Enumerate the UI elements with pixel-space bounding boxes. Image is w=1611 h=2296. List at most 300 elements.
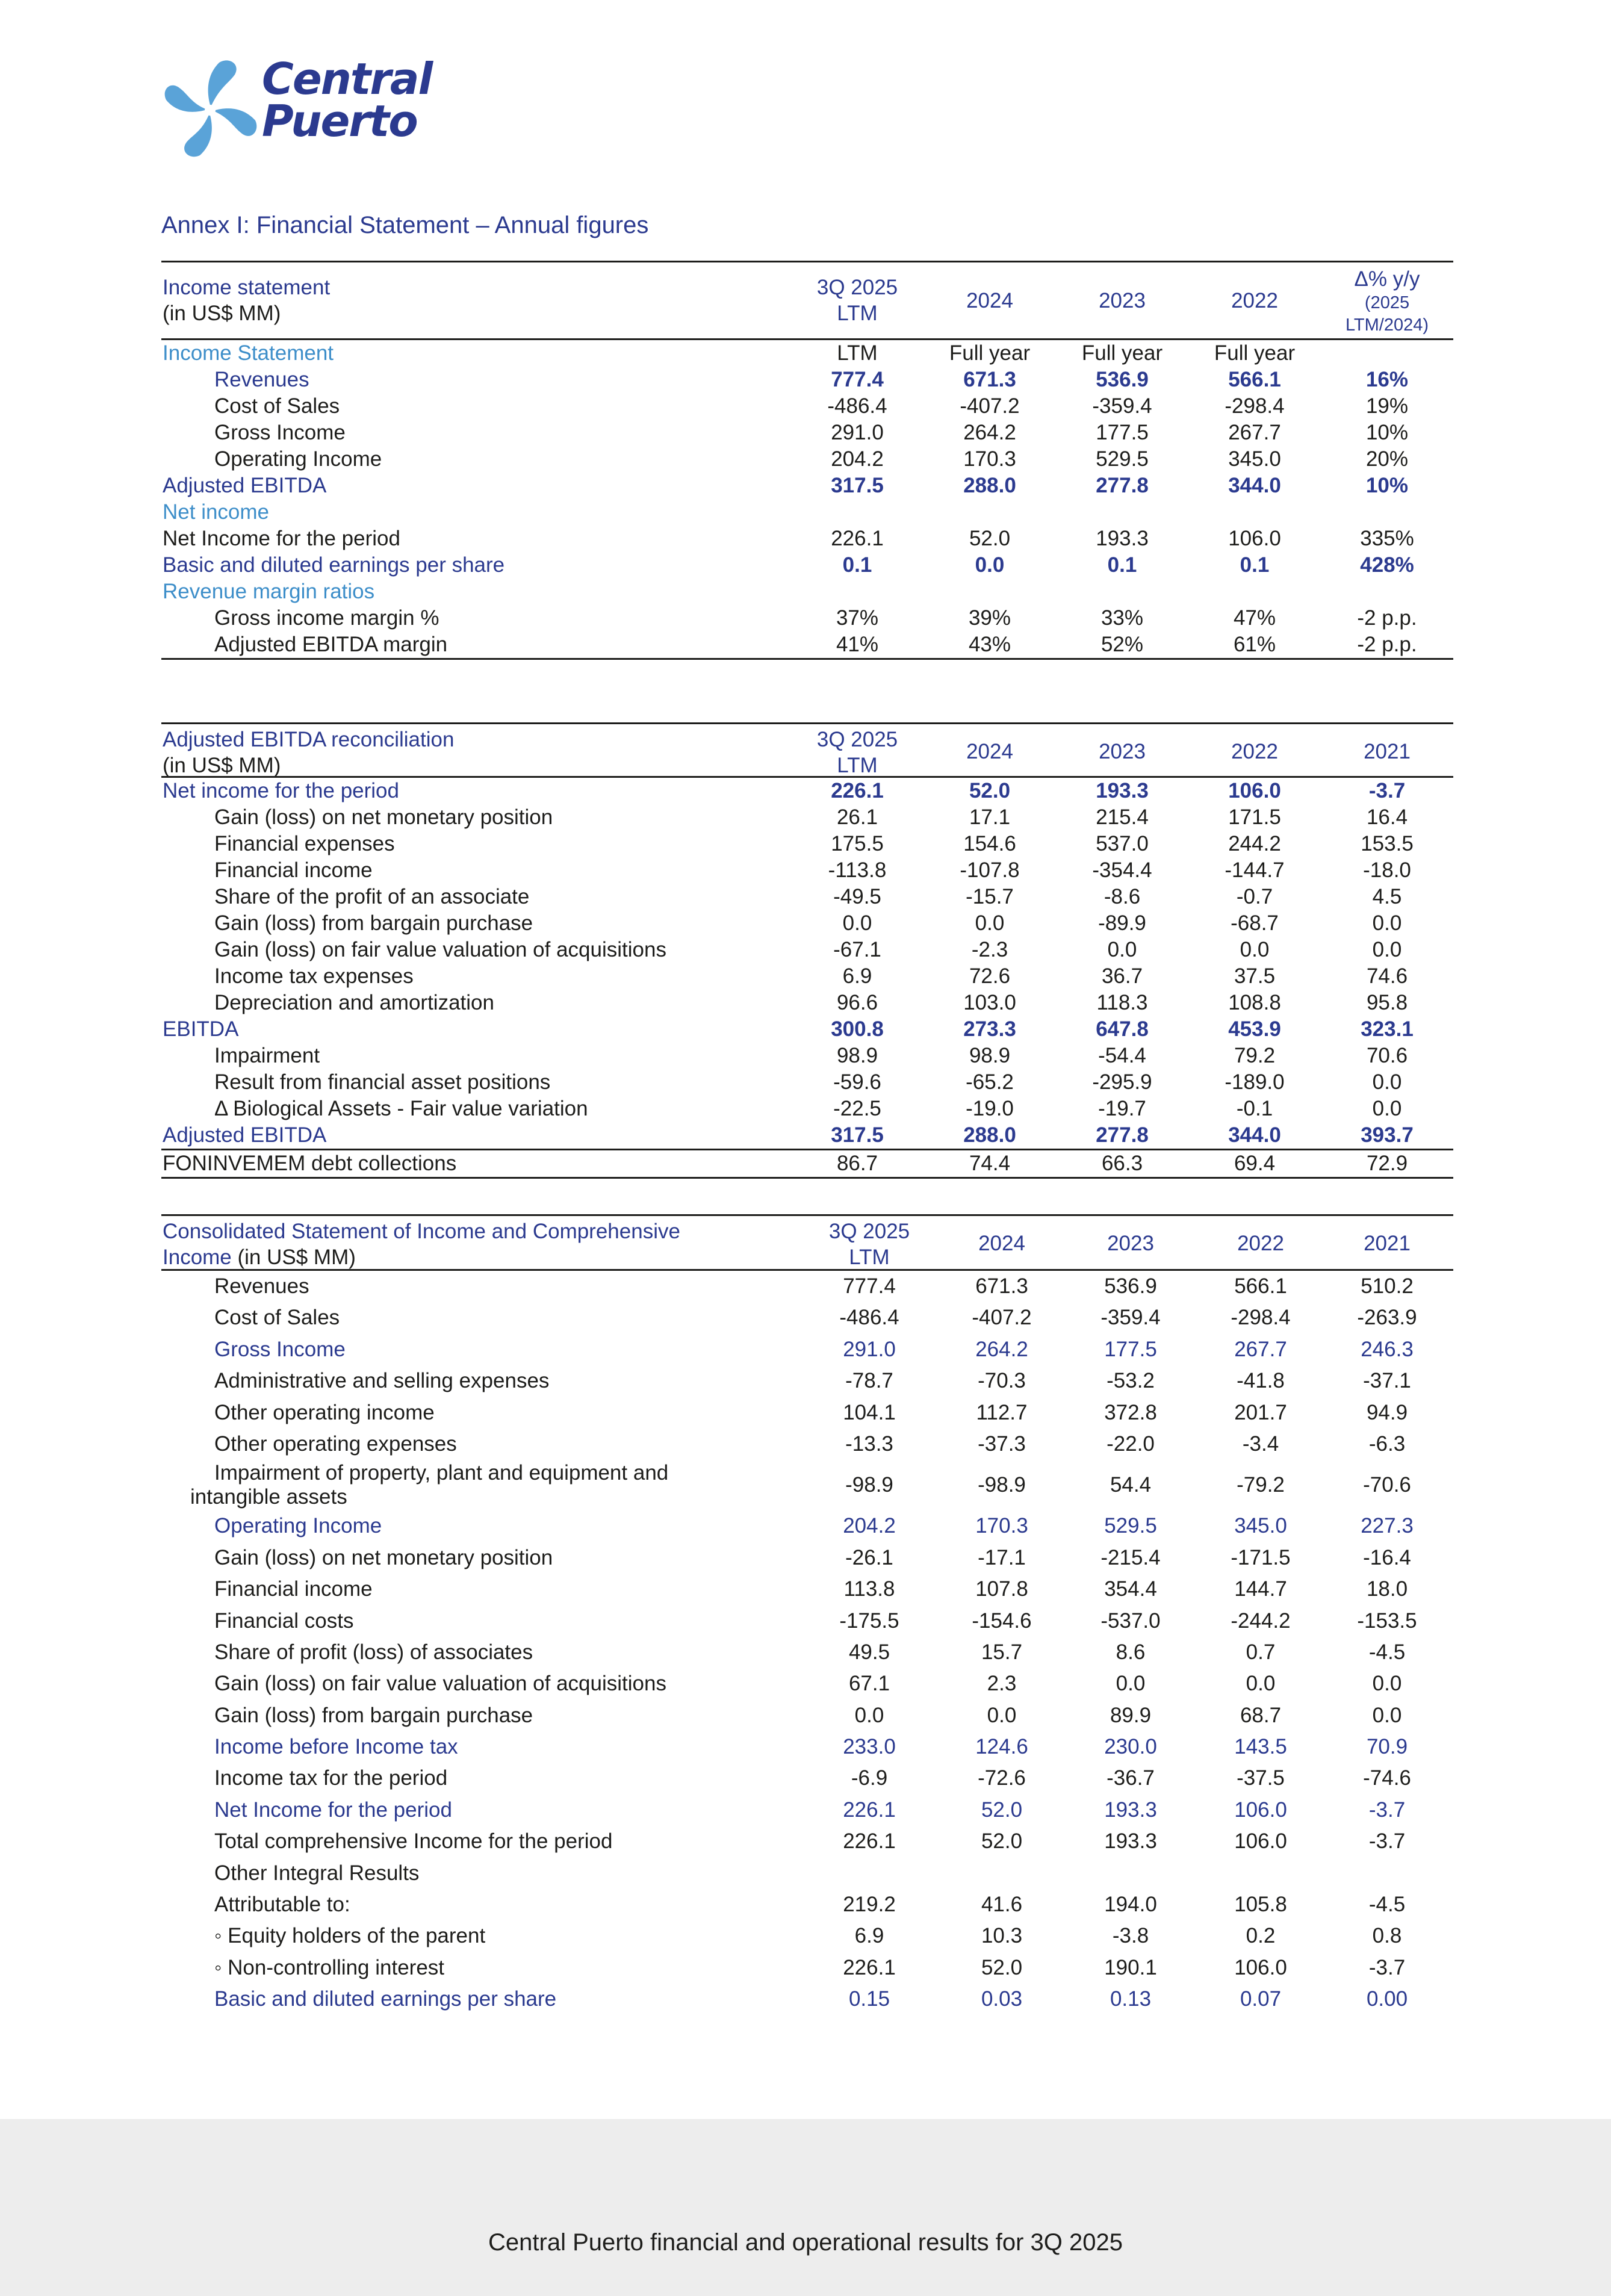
cell-value: 193.3 — [1096, 779, 1149, 802]
col-header-ltm: 3Q 2025 LTM — [816, 728, 898, 777]
row-label: Cost of Sales — [214, 394, 340, 418]
cell-value: 16% — [1365, 368, 1409, 391]
table-row — [161, 393, 1453, 420]
row-label: Gross Income — [214, 1337, 346, 1361]
cell-value: -78.7 — [845, 1369, 893, 1393]
cell-value: -37.1 — [1363, 1369, 1411, 1393]
cell-value: -244.2 — [1231, 1609, 1291, 1633]
cell-value: 0.8 — [1372, 1924, 1402, 1948]
page-footer — [0, 2119, 1611, 2296]
cell-value: 0.0 — [975, 553, 1005, 577]
table-row — [161, 990, 1453, 1016]
cell-value: -407.2 — [960, 394, 1020, 418]
cell-value: 193.3 — [1104, 1798, 1157, 1822]
row-label: Revenues — [214, 368, 309, 391]
cell-value: 69.4 — [1234, 1152, 1276, 1175]
cell-value: 277.8 — [1096, 1123, 1149, 1147]
row-label: Net Income for the period — [214, 1798, 452, 1822]
cell-value: -98.9 — [845, 1473, 893, 1497]
cell-value: -6.3 — [1368, 1432, 1406, 1456]
cell-value: 52.0 — [981, 1798, 1023, 1822]
row-label: Revenue margin ratios — [163, 580, 375, 603]
cell-value: 0.0 — [1372, 911, 1402, 935]
cell-value: Full year — [1081, 341, 1163, 365]
cell-value: -2 p.p. — [1357, 633, 1417, 656]
cell-value: 37.5 — [1234, 964, 1276, 988]
row-label: Cost of Sales — [214, 1306, 340, 1330]
cell-value: -6.9 — [851, 1766, 888, 1790]
row-label: Gain (loss) from bargain purchase — [214, 911, 533, 935]
row-label: Adjusted EBITDA margin — [214, 633, 448, 656]
cell-value: -49.5 — [833, 885, 881, 908]
cell-value: 0.0 — [1372, 1070, 1402, 1094]
row-label: Basic and diluted earnings per share — [214, 1987, 557, 2011]
table-row — [161, 367, 1453, 393]
table-header — [161, 1214, 1453, 1271]
table-row — [161, 1668, 1453, 1699]
cell-value: 267.7 — [1228, 421, 1281, 444]
cell-value: -189.0 — [1225, 1070, 1285, 1094]
cell-value: -54.4 — [1098, 1044, 1146, 1067]
cell-value: 0.7 — [1246, 1640, 1276, 1664]
cell-value: 201.7 — [1234, 1400, 1287, 1424]
row-label: Adjusted EBITDA — [163, 1123, 327, 1147]
cell-value: 112.7 — [976, 1400, 1028, 1424]
cell-value: 39% — [968, 606, 1011, 630]
table-row — [161, 552, 1453, 579]
cell-value: 354.4 — [1104, 1577, 1157, 1601]
cell-value: 190.1 — [1104, 1955, 1157, 1979]
cell-value: -295.9 — [1092, 1070, 1152, 1094]
table-row — [161, 631, 1453, 660]
cell-value: 0.2 — [1246, 1924, 1276, 1948]
cell-value: 204.2 — [843, 1514, 896, 1538]
cell-value: 106.0 — [1228, 527, 1281, 550]
row-label: Other operating expenses — [214, 1432, 457, 1456]
cell-value: 300.8 — [831, 1017, 884, 1041]
cell-value: -4.5 — [1368, 1640, 1406, 1664]
cell-value: 96.6 — [836, 991, 878, 1014]
table-row — [161, 857, 1453, 884]
cell-value: -68.7 — [1231, 911, 1279, 935]
cell-value: 393.7 — [1361, 1123, 1414, 1147]
cell-value: 54.4 — [1110, 1473, 1152, 1497]
row-label: Basic and diluted earnings per share — [163, 553, 505, 577]
cell-value: 777.4 — [843, 1274, 896, 1298]
cell-value: -15.7 — [966, 885, 1014, 908]
table-row — [161, 340, 1453, 367]
row-label: Gross income margin % — [214, 606, 439, 630]
cell-value: 2.3 — [987, 1672, 1017, 1696]
cell-value: 291.0 — [831, 421, 884, 444]
row-label: Gain (loss) on net monetary position — [214, 805, 553, 829]
cell-value: 226.1 — [831, 527, 884, 550]
table-row — [161, 1858, 1453, 1889]
cell-value: 193.3 — [1096, 527, 1149, 550]
table-row — [161, 1606, 1453, 1637]
cell-value: 0.1 — [1240, 553, 1270, 577]
cell-value: 89.9 — [1110, 1703, 1152, 1727]
table-row — [161, 526, 1453, 552]
header-label: Consolidated Statement of Income and Comprehensive Income (in US$ MM) — [163, 1220, 680, 1269]
col-header-2024: 2024 — [966, 740, 1013, 763]
cell-value: 671.3 — [963, 368, 1016, 391]
cell-value: 94.9 — [1366, 1400, 1408, 1424]
table-row — [161, 1429, 1453, 1460]
cell-value: 86.7 — [836, 1152, 878, 1175]
cell-value: 98.9 — [836, 1044, 878, 1067]
table-row — [161, 831, 1453, 857]
cell-value: -37.5 — [1237, 1766, 1285, 1790]
row-label: Gain (loss) on net monetary position — [214, 1545, 553, 1569]
table-row — [161, 1150, 1453, 1179]
table-body — [161, 340, 1453, 660]
cell-value: 277.8 — [1096, 474, 1149, 497]
cell-value: -36.7 — [1107, 1766, 1155, 1790]
cell-value: 144.7 — [1234, 1577, 1287, 1601]
cell-value: -19.0 — [966, 1097, 1014, 1120]
cell-value: -3.7 — [1368, 1829, 1406, 1854]
cell-value: 16.4 — [1366, 805, 1408, 829]
cell-value: 291.0 — [843, 1337, 896, 1361]
row-label: Financial costs — [214, 1609, 354, 1633]
cell-value: 0.0 — [1107, 938, 1137, 961]
cell-value: 98.9 — [969, 1044, 1011, 1067]
row-label: Net income for the period — [163, 779, 399, 802]
row-label: Adjusted EBITDA — [163, 474, 327, 497]
cell-value: 113.8 — [843, 1577, 895, 1601]
table-row — [161, 499, 1453, 526]
cell-value: -171.5 — [1231, 1545, 1291, 1569]
cell-value: 170.3 — [963, 447, 1016, 471]
cell-value: 344.0 — [1228, 1123, 1281, 1147]
cell-value: 233.0 — [843, 1735, 896, 1759]
cell-value: 95.8 — [1366, 991, 1408, 1014]
cell-value: 67.1 — [848, 1672, 890, 1696]
cell-value: 177.5 — [1096, 421, 1149, 444]
table-row — [161, 605, 1453, 631]
cell-value: 566.1 — [1234, 1274, 1287, 1298]
cell-value: -41.8 — [1237, 1369, 1285, 1393]
table-row — [161, 937, 1453, 963]
cell-value: -354.4 — [1092, 858, 1152, 882]
cell-value: -298.4 — [1231, 1306, 1291, 1330]
cell-value: 288.0 — [963, 474, 1016, 497]
row-label: Gain (loss) on fair value valuation of acquisitions — [214, 938, 666, 961]
col-header-2022: 2022 — [1237, 1232, 1284, 1255]
cell-value: 124.6 — [975, 1735, 1028, 1759]
cell-value: -298.4 — [1225, 394, 1285, 418]
cell-value: 153.5 — [1361, 832, 1414, 855]
cell-value: -215.4 — [1100, 1545, 1161, 1569]
cell-value: 52.0 — [981, 1829, 1023, 1854]
row-label: Other Integral Results — [214, 1861, 420, 1885]
cell-value: 72.6 — [969, 964, 1011, 988]
adjusted-ebitda-reconciliation-table — [161, 722, 1453, 1179]
cell-value: -175.5 — [839, 1609, 899, 1633]
table-row — [161, 579, 1453, 605]
cell-value: 230.0 — [1104, 1735, 1157, 1759]
table-row — [161, 1069, 1453, 1096]
cell-value: 66.3 — [1101, 1152, 1143, 1175]
cell-value: 47% — [1233, 606, 1276, 630]
header-label: Income statement (in US$ MM) — [163, 276, 331, 325]
cell-value: 104.1 — [843, 1400, 896, 1424]
cell-value: 453.9 — [1228, 1017, 1281, 1041]
cell-value: 264.2 — [975, 1337, 1028, 1361]
cell-value: -486.4 — [839, 1306, 899, 1330]
cell-value: 74.4 — [969, 1152, 1011, 1175]
cell-value: 0.03 — [981, 1987, 1023, 2011]
row-label: Impairment — [214, 1044, 320, 1067]
row-label: Total comprehensive Income for the period — [214, 1829, 613, 1854]
cell-value: 18.0 — [1366, 1577, 1408, 1601]
cell-value: -70.6 — [1363, 1473, 1411, 1497]
col-header-2021: 2021 — [1364, 740, 1411, 763]
cell-value: 344.0 — [1228, 474, 1281, 497]
cell-value: 6.9 — [842, 964, 872, 988]
cell-value: 154.6 — [963, 832, 1016, 855]
cell-value: 0.15 — [848, 1987, 890, 2011]
cell-value: 105.8 — [1234, 1893, 1287, 1917]
col-header-2023: 2023 — [1099, 740, 1146, 763]
cell-value: 41% — [836, 633, 879, 656]
logo-line-1: Central — [262, 54, 432, 104]
cell-value: -13.3 — [845, 1432, 893, 1456]
cell-value: 15.7 — [981, 1640, 1023, 1664]
row-label: Revenues — [214, 1274, 309, 1298]
cell-value: 52% — [1100, 633, 1144, 656]
cell-value: 106.0 — [1228, 779, 1281, 802]
cell-value: -19.7 — [1098, 1097, 1146, 1120]
col-header-2024: 2024 — [978, 1232, 1025, 1255]
cell-value: -72.6 — [978, 1766, 1026, 1790]
cell-value: 0.0 — [1372, 1672, 1402, 1696]
table-row — [161, 420, 1453, 446]
row-label: Operating Income — [214, 1514, 382, 1538]
cell-value: 267.7 — [1234, 1337, 1287, 1361]
cell-value: 335% — [1360, 527, 1414, 550]
row-label: Net Income for the period — [163, 527, 400, 550]
row-label: Operating Income — [214, 447, 382, 471]
row-label: Financial income — [214, 1577, 373, 1601]
table-row — [161, 1016, 1453, 1043]
cell-value: 0.0 — [1372, 1097, 1402, 1120]
row-label: ◦ Equity holders of the parent — [214, 1924, 486, 1948]
pinwheel-icon — [164, 58, 260, 160]
cell-value: -26.1 — [845, 1545, 893, 1569]
cell-value: -113.8 — [828, 858, 887, 882]
cell-value: LTM — [837, 341, 878, 365]
cell-value: -37.3 — [978, 1432, 1026, 1456]
cell-value: -22.5 — [833, 1097, 881, 1120]
cell-value: 537.0 — [1096, 832, 1149, 855]
cell-value: 61% — [1233, 633, 1276, 656]
cell-value: 0.0 — [1240, 938, 1270, 961]
cell-value: -3.7 — [1368, 779, 1406, 802]
row-label: Income Statement — [163, 341, 334, 365]
table-row — [161, 1271, 1453, 1302]
cell-value: 36.7 — [1101, 964, 1143, 988]
cell-value: 0.0 — [987, 1703, 1017, 1727]
table-row — [161, 1889, 1453, 1920]
table-row — [161, 1096, 1453, 1122]
cell-value: 68.7 — [1240, 1703, 1282, 1727]
cell-value: 219.2 — [843, 1893, 896, 1917]
cell-value: 0.0 — [1372, 1703, 1402, 1727]
row-label: Attributable to: — [214, 1893, 350, 1917]
cell-value: 226.1 — [843, 1829, 896, 1854]
cell-value: 37% — [836, 606, 879, 630]
cell-value: 4.5 — [1372, 885, 1402, 908]
cell-value: -3.8 — [1112, 1924, 1149, 1948]
cell-value: 226.1 — [831, 779, 884, 802]
cell-value: -17.1 — [978, 1545, 1026, 1569]
col-header-ltm: 3Q 2025 LTM — [816, 276, 898, 325]
cell-value: 0.00 — [1366, 1987, 1408, 2011]
table-body — [161, 1271, 1453, 2015]
cell-value: 107.8 — [975, 1577, 1028, 1601]
cell-value: 72.9 — [1366, 1152, 1408, 1175]
cell-value: 0.0 — [842, 911, 872, 935]
cell-value: 49.5 — [848, 1640, 890, 1664]
cell-value: 264.2 — [963, 421, 1016, 444]
cell-value: 671.3 — [975, 1274, 1028, 1298]
row-label: Financial income — [214, 858, 373, 882]
cell-value: -486.4 — [827, 394, 887, 418]
cell-value: 19% — [1365, 394, 1409, 418]
table-row — [161, 446, 1453, 473]
table-row — [161, 473, 1453, 499]
table-row — [161, 1122, 1453, 1150]
table-row — [161, 1731, 1453, 1763]
row-label: Other operating income — [214, 1400, 435, 1424]
row-label-line-2: intangible assets — [190, 1485, 347, 1509]
col-header-2023: 2023 — [1107, 1232, 1154, 1255]
cell-value: -67.1 — [833, 938, 881, 961]
cell-value: 647.8 — [1096, 1017, 1149, 1041]
cell-value: 171.5 — [1228, 805, 1281, 829]
table-row — [161, 1952, 1453, 1984]
cell-value: 204.2 — [831, 447, 884, 471]
cell-value: 170.3 — [975, 1514, 1028, 1538]
cell-value: 0.0 — [975, 911, 1005, 935]
cell-value: 193.3 — [1104, 1829, 1157, 1854]
row-label: Financial expenses — [214, 832, 395, 855]
table-header — [161, 722, 1453, 778]
col-header-2022: 2022 — [1231, 289, 1278, 312]
cell-value: -154.6 — [972, 1609, 1032, 1633]
cell-value: 246.3 — [1361, 1337, 1414, 1361]
cell-value: 70.6 — [1366, 1044, 1408, 1067]
cell-value: -359.4 — [1092, 394, 1152, 418]
cell-value: -4.5 — [1368, 1893, 1406, 1917]
table-row — [161, 1984, 1453, 2015]
table-body — [161, 778, 1453, 1179]
row-label: Gain (loss) on fair value valuation of acquisitions — [214, 1672, 666, 1696]
cell-value: 0.0 — [1246, 1672, 1276, 1696]
table-row — [161, 1763, 1453, 1794]
row-label: Δ Biological Assets - Fair value variation — [214, 1097, 588, 1120]
cell-value: 317.5 — [831, 1123, 884, 1147]
cell-value: 43% — [968, 633, 1011, 656]
table-row — [161, 1542, 1453, 1574]
col-header-2022: 2022 — [1231, 740, 1278, 763]
cell-value: 0.0 — [1116, 1672, 1146, 1696]
cell-value: -53.2 — [1107, 1369, 1155, 1393]
cell-value: 106.0 — [1234, 1798, 1287, 1822]
cell-value: 118.3 — [1096, 991, 1148, 1014]
cell-value: 26.1 — [836, 805, 878, 829]
table-row — [161, 1334, 1453, 1365]
row-label: Gross Income — [214, 421, 346, 444]
table-row — [161, 1365, 1453, 1397]
table-header — [161, 261, 1453, 340]
cell-value: 345.0 — [1228, 447, 1281, 471]
cell-value: -263.9 — [1357, 1306, 1417, 1330]
table-row — [161, 1510, 1453, 1542]
central-puerto-logo — [164, 54, 441, 160]
cell-value: -3.7 — [1368, 1798, 1406, 1822]
cell-value: 0.0 — [1372, 938, 1402, 961]
cell-value: 0.13 — [1110, 1987, 1152, 2011]
table-row — [161, 1795, 1453, 1826]
cell-value: 10% — [1365, 421, 1409, 444]
consolidated-statement-table — [161, 1214, 1453, 2015]
cell-value: -18.0 — [1363, 858, 1411, 882]
cell-value: -98.9 — [978, 1473, 1026, 1497]
row-label: Income before Income tax — [214, 1735, 458, 1759]
cell-value: 20% — [1365, 447, 1409, 471]
footer-text: Central Puerto financial and operational results for 3Q 2025 — [488, 2229, 1123, 2256]
cell-value: -407.2 — [972, 1306, 1032, 1330]
cell-value: -153.5 — [1357, 1609, 1417, 1633]
row-label: Gain (loss) from bargain purchase — [214, 1703, 533, 1727]
cell-value: 777.4 — [831, 368, 884, 391]
col-header-2021: 2021 — [1364, 1232, 1411, 1255]
col-header-2024: 2024 — [966, 289, 1013, 312]
cell-value: Full year — [949, 341, 1031, 365]
cell-value: 177.5 — [1104, 1337, 1157, 1361]
cell-value: 106.0 — [1234, 1955, 1287, 1979]
cell-value: 288.0 — [963, 1123, 1016, 1147]
cell-value: 0.0 — [854, 1703, 884, 1727]
cell-value: 108.8 — [1228, 991, 1281, 1014]
cell-value: 510.2 — [1361, 1274, 1414, 1298]
cell-value: 536.9 — [1104, 1274, 1157, 1298]
cell-value: 273.3 — [963, 1017, 1016, 1041]
cell-value: 74.6 — [1366, 964, 1408, 988]
cell-value: -22.0 — [1107, 1432, 1155, 1456]
cell-value: 372.8 — [1104, 1400, 1157, 1424]
cell-value: -65.2 — [966, 1070, 1014, 1094]
cell-value: 52.0 — [969, 527, 1011, 550]
table-row — [161, 963, 1453, 990]
table-row — [161, 778, 1453, 804]
income-statement-table — [161, 261, 1453, 660]
cell-value: -8.6 — [1103, 885, 1141, 908]
table-row — [161, 1043, 1453, 1069]
cell-value: 244.2 — [1228, 832, 1281, 855]
cell-value: 529.5 — [1104, 1514, 1157, 1538]
cell-value: 52.0 — [981, 1955, 1023, 1979]
cell-value: 194.0 — [1104, 1893, 1157, 1917]
row-label: Share of the profit of an associate — [214, 885, 530, 908]
logo-wordmark — [262, 54, 432, 146]
row-label: Income tax expenses — [214, 964, 414, 988]
cell-value: 317.5 — [831, 474, 884, 497]
cell-value: -3.7 — [1368, 1955, 1406, 1979]
